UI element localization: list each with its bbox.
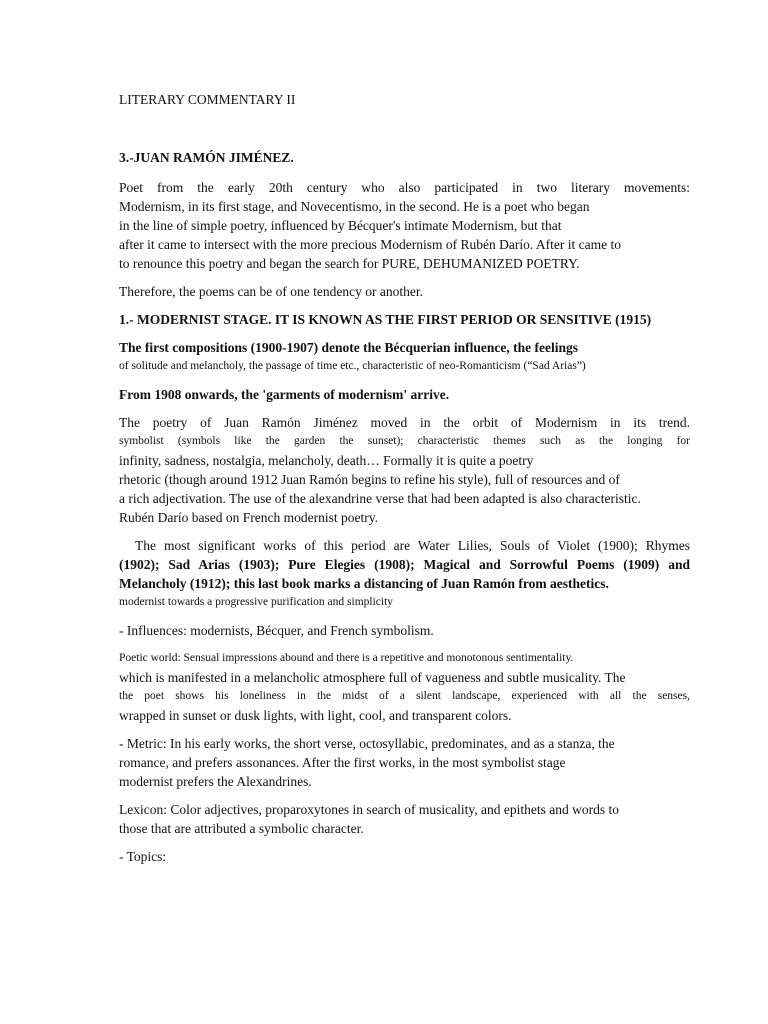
- poetic-world-paragraph: [119, 649, 690, 725]
- poetry-line: symbolist (symbols like the garden the sunset); characteristic themes such as the longing for: [119, 435, 690, 447]
- intro-line: Modernism, in its first stage, and Novecentismo, in the second. He is a poet who began: [119, 199, 590, 214]
- poetic-world-line: wrapped in sunset or dusk lights, with light, cool, and transparent colors.: [119, 708, 512, 723]
- intro-line: in the line of simple poetry, influenced by Bécquer's intimate Modernism, but that: [119, 218, 562, 233]
- from-1908-heading: From 1908 onwards, the 'garments of modernism' arrive.: [119, 387, 450, 402]
- document-title: LITERARY COMMENTARY II: [119, 92, 296, 107]
- works-line: Melancholy (1912); this last book marks a distancing of Juan Ramón from aesthetics.: [119, 576, 609, 591]
- lexicon-paragraph: [119, 800, 690, 838]
- first-compositions-bold: The first compositions (1900-1907) denote the Bécquerian influence, the feelings: [119, 340, 578, 355]
- poetry-line: a rich adjectivation. The use of the alexandrine verse that had been adapted is also characteristic.: [119, 491, 641, 506]
- stage-heading: 1.- MODERNIST STAGE. IT IS KNOWN AS THE FIRST PERIOD OR SENSITIVE (1915): [119, 312, 652, 327]
- works-paragraph: [119, 536, 690, 612]
- works-line: The most significant works of this period are Water Lilies, Souls of Violet (1900); Rhymes: [135, 538, 690, 553]
- topics-heading: - Topics:: [119, 849, 167, 864]
- poetry-line: infinity, sadness, nostalgia, melancholy, death… Formally it is quite a poetry: [119, 453, 534, 468]
- poetic-world-line: the poet shows his loneliness in the midst of a silent landscape, experienced with all the senses,: [119, 690, 690, 702]
- first-compositions-line: of solitude and melancholy, the passage of time etc., characteristic of neo-Romanticism (“Sad Arias”): [119, 360, 586, 372]
- intro-paragraph: [119, 178, 690, 273]
- poetry-line: The poetry of Juan Ramón Jiménez moved in the orbit of Modernism in its trend.: [119, 415, 690, 430]
- intro-line: Poet from the early 20th century who also participated in two literary movements:: [119, 180, 690, 195]
- poetry-line: rhetoric (though around 1912 Juan Ramón begins to refine his style), full of resources and of: [119, 472, 620, 487]
- poetic-world-line: Poetic world: Sensual impressions abound and there is a repetitive and monotonous sentimentality.: [119, 652, 574, 664]
- influences-paragraph: - Influences: modernists, Bécquer, and French symbolism.: [119, 623, 434, 638]
- metric-line: modernist prefers the Alexandrines.: [119, 774, 312, 789]
- metric-paragraph: [119, 734, 690, 791]
- works-line: (1902); Sad Arias (1903); Pure Elegies (1908); Magical and Sorrowful Poems (1909) and: [119, 557, 690, 572]
- intro-line: to renounce this poetry and began the search for PURE, DEHUMANIZED POETRY.: [119, 256, 580, 271]
- metric-line: - Metric: In his early works, the short verse, octosyllabic, predominates, and as a stanza, the: [119, 736, 615, 751]
- lexicon-line: those that are attributed a symbolic character.: [119, 821, 364, 836]
- document-page: [119, 92, 690, 875]
- therefore-paragraph: Therefore, the poems can be of one tendency or another.: [119, 284, 423, 299]
- poetry-paragraph: [119, 413, 690, 527]
- metric-line: romance, and prefers assonances. After the first works, in the most symbolist stage: [119, 755, 566, 770]
- works-line: modernist towards a progressive purification and simplicity: [119, 596, 394, 608]
- intro-line: after it came to intersect with the more precious Modernism of Rubén Darío. After it came to: [119, 237, 621, 252]
- first-compositions-paragraph: [119, 338, 690, 376]
- poetic-world-line: which is manifested in a melancholic atmosphere full of vagueness and subtle musicality. The: [119, 670, 626, 685]
- lexicon-line: Lexicon: Color adjectives, proparoxytones in search of musicality, and epithets and words to: [119, 802, 619, 817]
- section-heading: 3.-JUAN RAMÓN JIMÉNEZ.: [119, 150, 294, 165]
- poetry-line: Rubén Darío based on French modernist poetry.: [119, 510, 378, 525]
